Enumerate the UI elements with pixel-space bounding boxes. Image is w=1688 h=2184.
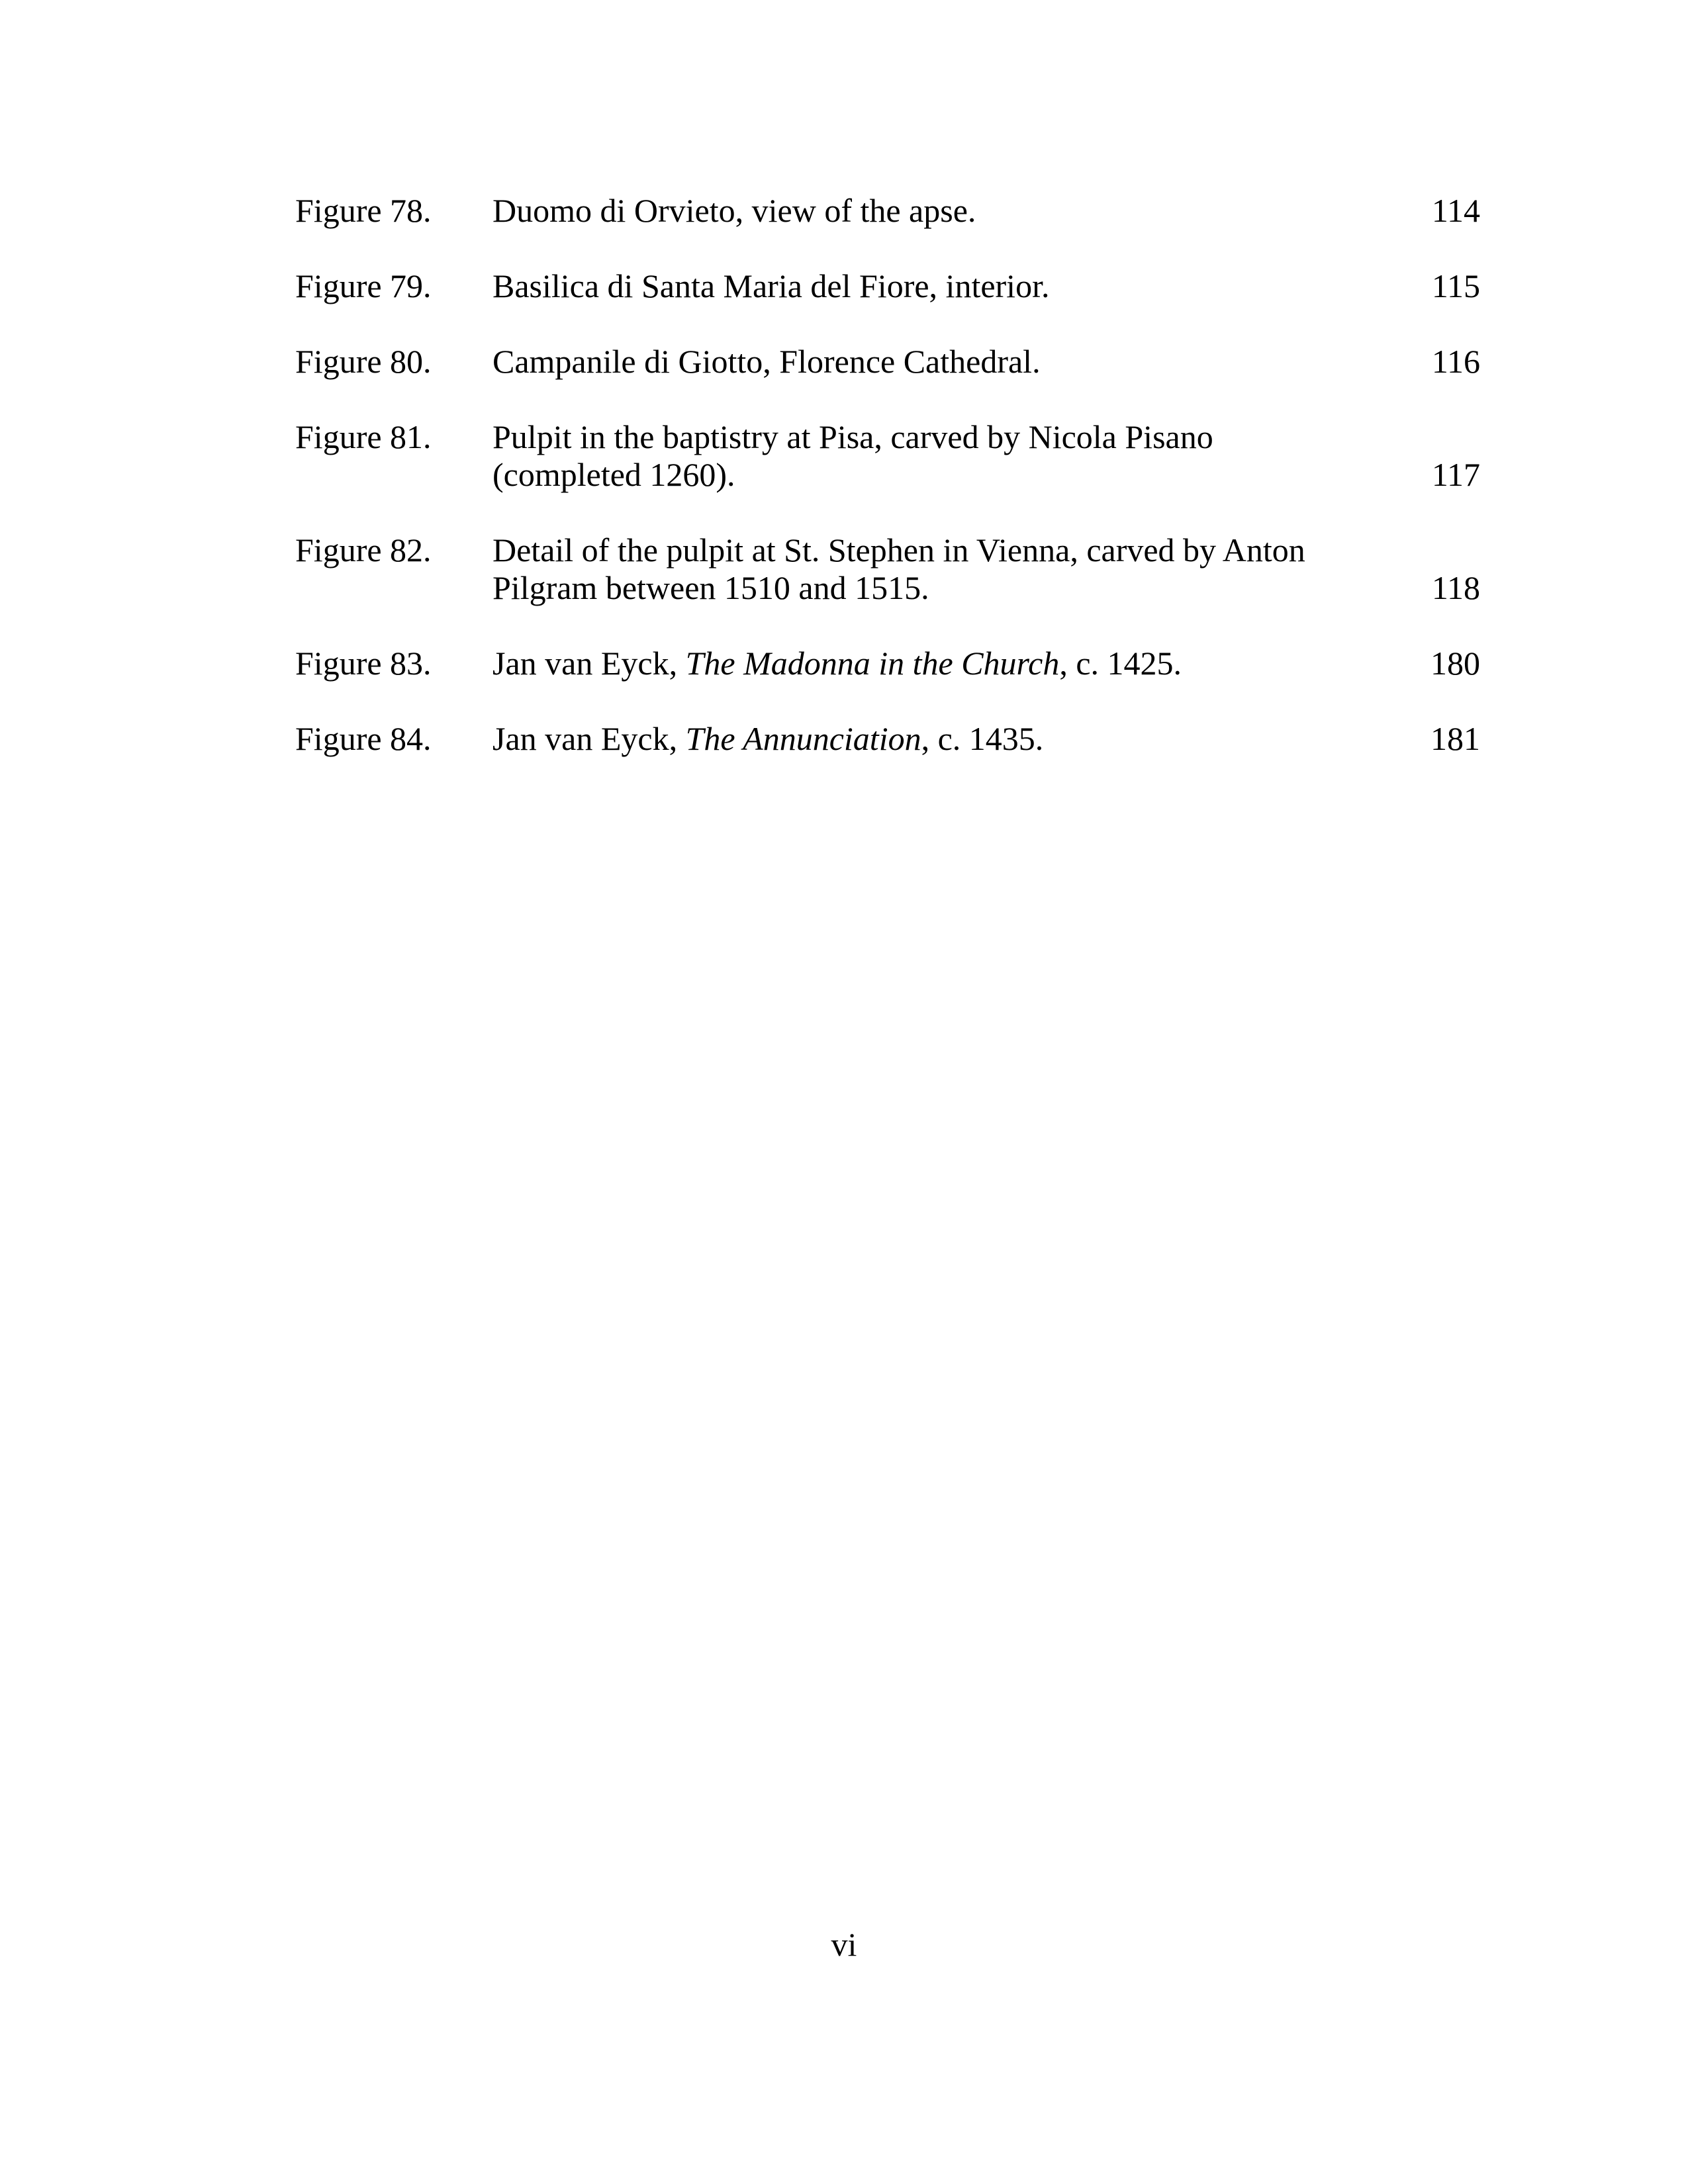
figure-description [492, 720, 1353, 758]
description-text: (completed 1260). [492, 456, 735, 493]
description-line [492, 343, 1353, 381]
figure-page-number: 117 [1431, 456, 1480, 493]
figure-label: Figure 79. [295, 267, 432, 304]
figure-description [492, 343, 1353, 381]
description-text: , c. 1425. [1059, 645, 1182, 682]
artwork-title: The Annunciation [685, 720, 921, 757]
description-line [492, 720, 1353, 758]
figure-page-number: 181 [1430, 720, 1480, 757]
figure-entry [295, 720, 1480, 758]
figure-description [492, 645, 1353, 682]
figure-description [492, 418, 1353, 494]
description-line [492, 645, 1353, 682]
description-text: Detail of the pulpit at St. Stephen in Vienna, carved by Anton [492, 531, 1305, 569]
figure-entry [295, 192, 1480, 230]
figure-label: Figure 83. [295, 645, 432, 682]
figure-entry [295, 343, 1480, 381]
description-line [492, 418, 1353, 456]
figure-entry [295, 645, 1480, 682]
figure-label: Figure 81. [295, 418, 432, 455]
figure-label: Figure 78. [295, 192, 432, 229]
figure-entry [295, 531, 1480, 607]
figure-page-number: 115 [1431, 267, 1480, 304]
figure-label: Figure 84. [295, 720, 432, 757]
description-text: , c. 1435. [921, 720, 1044, 757]
description-text: Duomo di Orvieto, view of the apse. [492, 192, 976, 229]
description-text: Pilgram between 1510 and 1515. [492, 569, 929, 606]
figure-description [492, 531, 1353, 607]
figure-page-number: 180 [1430, 645, 1480, 682]
description-text: Pulpit in the baptistry at Pisa, carved by Nicola Pisano [492, 418, 1213, 455]
artwork-title: The Madonna in the Church [685, 645, 1060, 682]
description-line [492, 456, 1353, 494]
figure-description [492, 192, 1353, 230]
description-text: Basilica di Santa Maria del Fiore, interior. [492, 267, 1050, 304]
figure-description [492, 267, 1353, 305]
list-of-figures [295, 192, 1480, 796]
figure-entry [295, 267, 1480, 305]
description-text: Jan van Eyck, [492, 720, 686, 757]
description-line [492, 531, 1353, 569]
figure-label: Figure 80. [295, 343, 432, 380]
figure-entry [295, 418, 1480, 494]
figure-page-number: 114 [1431, 192, 1480, 229]
description-line [492, 192, 1353, 230]
description-text: Campanile di Giotto, Florence Cathedral. [492, 343, 1041, 380]
description-line [492, 267, 1353, 305]
figure-label: Figure 82. [295, 531, 432, 569]
figure-page-number: 116 [1431, 343, 1480, 380]
figure-page-number: 118 [1431, 569, 1480, 606]
description-line [492, 569, 1353, 607]
page-number: vi [831, 1926, 857, 1963]
description-text: Jan van Eyck, [492, 645, 686, 682]
